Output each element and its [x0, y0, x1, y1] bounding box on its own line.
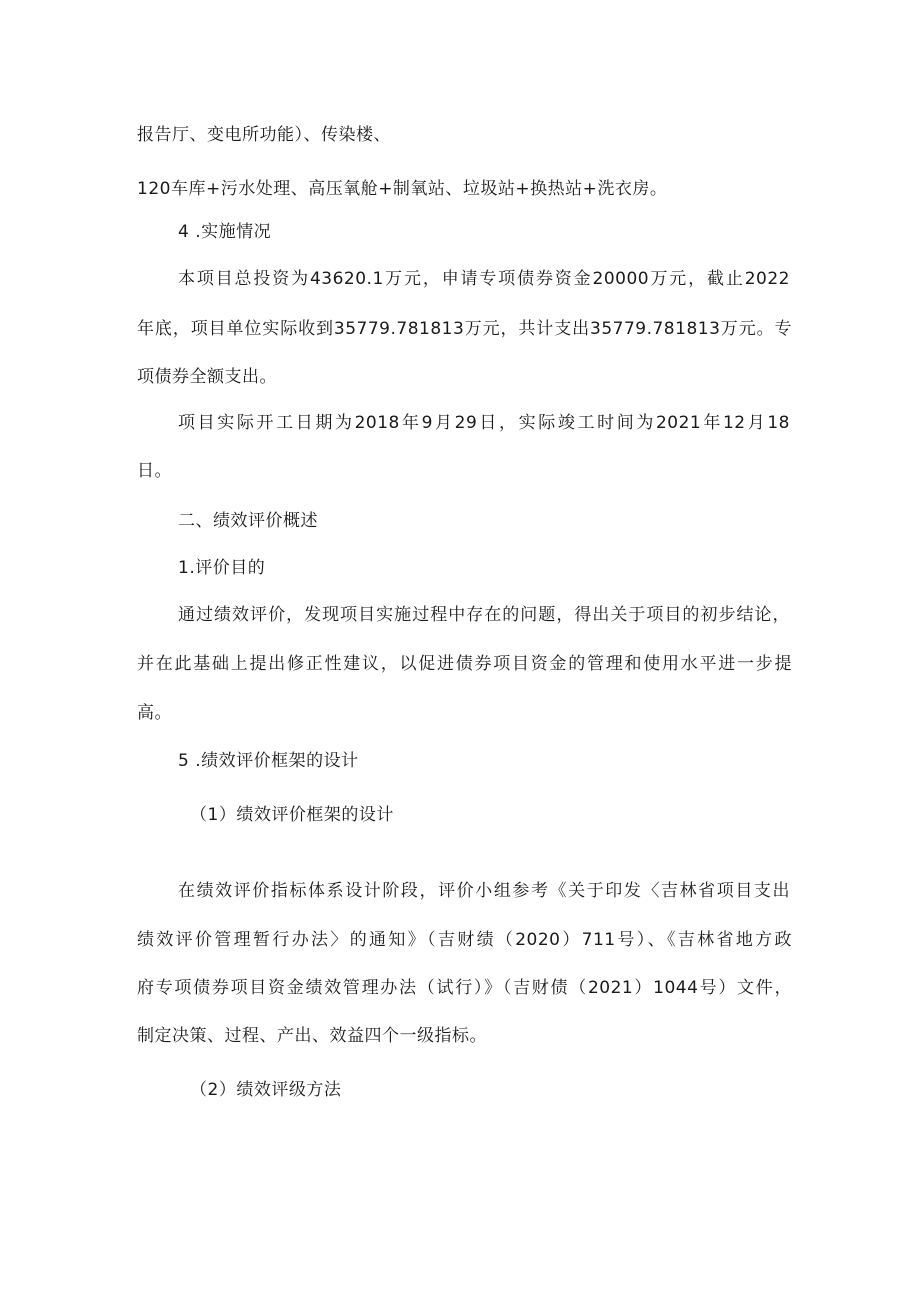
text-line: 项债券全额支出。: [137, 367, 277, 387]
text-line: 在绩效评价指标体系设计阶段，评价小组参考《关于印发〈吉林省项目支出: [178, 881, 790, 901]
section-heading: 4 .实施情况: [178, 222, 272, 242]
text-line: 120车库+污水处理、高压氧舱+制氧站、垃圾站+换热站+洗衣房。: [137, 179, 668, 199]
text-line: 报告厅、变电所功能）、传染楼、: [137, 125, 391, 145]
text-line: 通过绩效评价，发现项目实施过程中存在的问题，得出关于项目的初步结论，: [178, 605, 790, 625]
text-line: 本项目总投资为43620.1万元，申请专项债券资金20000万元，截止2022: [178, 269, 790, 289]
text-line: 府专项债券项目资金绩效管理办法（试行）》（吉财债（2021）1044号）文件，: [137, 978, 792, 998]
section-heading: （1）绩效评价框架的设计: [190, 805, 394, 825]
section-heading: 5 .绩效评价框架的设计: [178, 751, 359, 771]
section-heading: （2）绩效评级方法: [190, 1080, 342, 1100]
section-heading: 二、绩效评价概述: [178, 511, 318, 531]
text-line: 并在此基础上提出修正性建议，以促进债券项目资金的管理和使用水平进一步提: [137, 654, 792, 674]
text-line: 制定决策、过程、产出、效益四个一级指标。: [137, 1026, 487, 1046]
text-line: 高。: [137, 703, 172, 723]
text-line: 日。: [137, 461, 172, 481]
section-heading: 1.评价目的: [178, 558, 266, 578]
text-line: 绩效评价管理暂行办法〉的通知》（吉财绩（2020）711号）、《吉林省地方政: [137, 930, 792, 950]
text-line: 项目实际开工日期为2018年9月29日，实际竣工时间为2021年12月18: [178, 413, 790, 433]
text-line: 年底，项目单位实际收到35779.781813万元，共计支出35779.781813万元。专: [137, 319, 792, 339]
